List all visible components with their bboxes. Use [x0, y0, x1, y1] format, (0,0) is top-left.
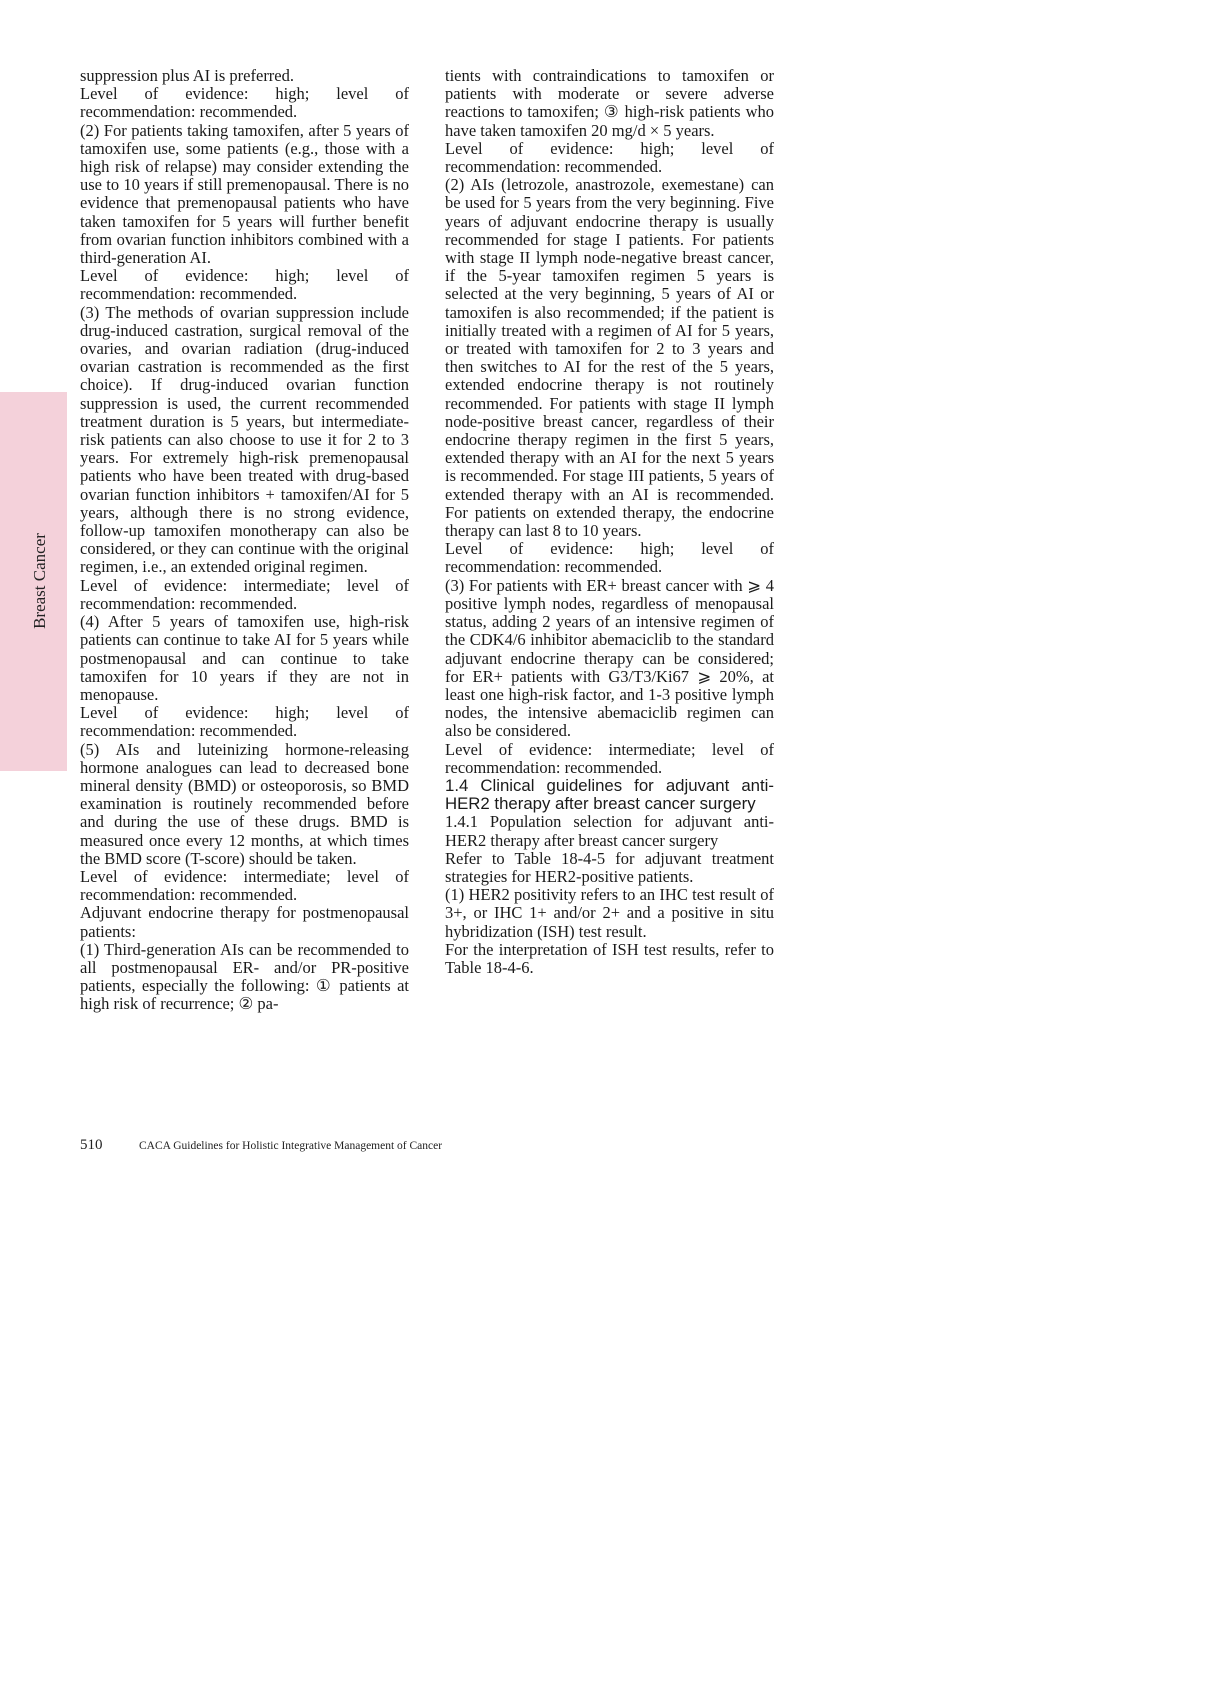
- paragraph: Level of evidence: intermediate; level of recommendation: recommended.: [80, 575, 409, 613]
- side-tab-label: Breast Cancer: [30, 533, 49, 629]
- paragraph: tients with contraindications to tamoxifen or patients with moderate or severe adverse reactions to tamoxifen; ③ high-risk patients who have taken tamoxifen 20 mg/d × 5 years.: [445, 66, 774, 140]
- left-column: [80, 67, 409, 1014]
- page-footer: [80, 1136, 442, 1154]
- section-heading: 1.4 Clinical guidelines for adjuvant anti-HER2 therapy after breast cancer surgery: [445, 775, 774, 814]
- paragraph: (2) For patients taking tamoxifen, after 5 years of tamoxifen use, some patients (e.g., those with a high risk of relapse) may consider extending the use to 10 years if still premenopausal. There is no evidence that premenopausal patients who have taken tamoxifen for 5 years will further benefit from ovarian function inhibitors combined with a third-generation AI.: [80, 120, 409, 268]
- paragraph: Level of evidence: high; level of recommendation: recommended.: [80, 703, 409, 741]
- paragraph: (3) For patients with ER+ breast cancer with ⩾ 4 positive lymph nodes, regardless of menopausal status, adding 2 years of an intensive regimen of the CDK4/6 inhibitor abemaciclib to the standard adjuvant endocrine therapy can be considered; for ER+ patients with G3/T3/Ki67 ⩾ 20%, at least one high-risk factor, and 1-3 positive lymph nodes, the intensive abemaciclib regimen can also be considered.: [445, 575, 774, 741]
- running-title: CACA Guidelines for Holistic Integrative Management of Cancer: [139, 1140, 443, 1152]
- paragraph: (2) AIs (letrozole, anastrozole, exemestane) can be used for 5 years from the very beginning. Five years of adjuvant endocrine therapy is usually recommended for stage I patients. For patients with stage II lymph node-negative breast cancer, if the 5-year tamoxifen regimen 5 years is selected at the very beginning, 5 years of AI or tamoxifen is also recommended; if the patient is initially treated with a regimen of AI for 5 years, or treated with tamoxifen for 2 to 3 years and then switches to AI for the rest of the 5 years, extended endocrine therapy is not routinely recommended. For patients with stage II lymph node-positive breast cancer, regardless of their endocrine therapy regimen in the first 5 years, extended therapy with an AI for the next 5 years is recommended. For stage III patients, 5 years of extended therapy with an AI is recommended. For patients on extended therapy, the endocrine therapy can last 8 to 10 years.: [445, 175, 774, 541]
- paragraph: Level of evidence: intermediate; level of recommendation: recommended.: [445, 739, 774, 777]
- paragraph: suppression plus AI is preferred.: [80, 66, 295, 85]
- paragraph: (1) Third-generation AIs can be recommended to all postmenopausal ER- and/or PR-positive patients, especially the following: ① patients at high risk of recurrence; ② pa-: [80, 939, 409, 1014]
- paragraph: Level of evidence: intermediate; level of recommendation: recommended.: [80, 866, 409, 905]
- paragraph: Level of evidence: high; level of recommendation: recommended.: [445, 539, 774, 577]
- paragraph: Level of evidence: high; level of recommendation: recommended.: [80, 84, 409, 122]
- paragraph: (4) After 5 years of tamoxifen use, high-risk patients can continue to take AI for 5 years while postmenopausal and can continue to take tamoxifen for 10 years if they are not in menopause.: [80, 612, 409, 704]
- paragraph: (3) The methods of ovarian suppression include drug-induced castration, surgical removal of the ovaries, and ovarian radiation (drug-induced ovarian castration is recommended as the first choice). If drug-induced ovarian function suppression is used, the current recommended treatment duration is 5 years, but intermediate-risk patients can also choose to use it for 2 to 3 years. For extremely high-risk premenopausal patients who have been treated with drug-based ovarian function inhibitors + tamoxifen/AI for 5 years, although there is no strong evidence, follow-up tamoxifen monotherapy can also be considered, or they can continue with the original regimen, i.e., an extended original regimen.: [80, 302, 409, 577]
- page-number: 510: [80, 1137, 103, 1153]
- subsection-heading: 1.4.1 Population selection for adjuvant anti-HER2 therapy after breast cancer surgery: [445, 812, 774, 850]
- paragraph: Level of evidence: high; level of recommendation: recommended.: [80, 266, 409, 304]
- paragraph: Adjuvant endocrine therapy for postmenopausal patients:: [80, 903, 409, 941]
- paragraph: Level of evidence: high; level of recommendation: recommended.: [445, 138, 774, 177]
- paragraph: (5) AIs and luteinizing hormone-releasing hormone analogues can lead to decreased bone mineral density (BMD) or osteoporosis, so BMD examination is routinely recommended before and during the use of these drugs. BMD is measured once every 12 months, at which times the BMD score (T-score) should be taken.: [80, 739, 409, 868]
- right-column: [445, 67, 774, 977]
- paragraph: (1) HER2 positivity refers to an IHC test result of 3+, or IHC 1+ and/or 2+ and a positive in situ hybridization (ISH) test result.: [445, 885, 774, 941]
- paragraph: Refer to Table 18-4-5 for adjuvant treatment strategies for HER2-positive patients.: [445, 848, 774, 886]
- paragraph: For the interpretation of ISH test results, refer to Table 18-4-6.: [445, 939, 774, 977]
